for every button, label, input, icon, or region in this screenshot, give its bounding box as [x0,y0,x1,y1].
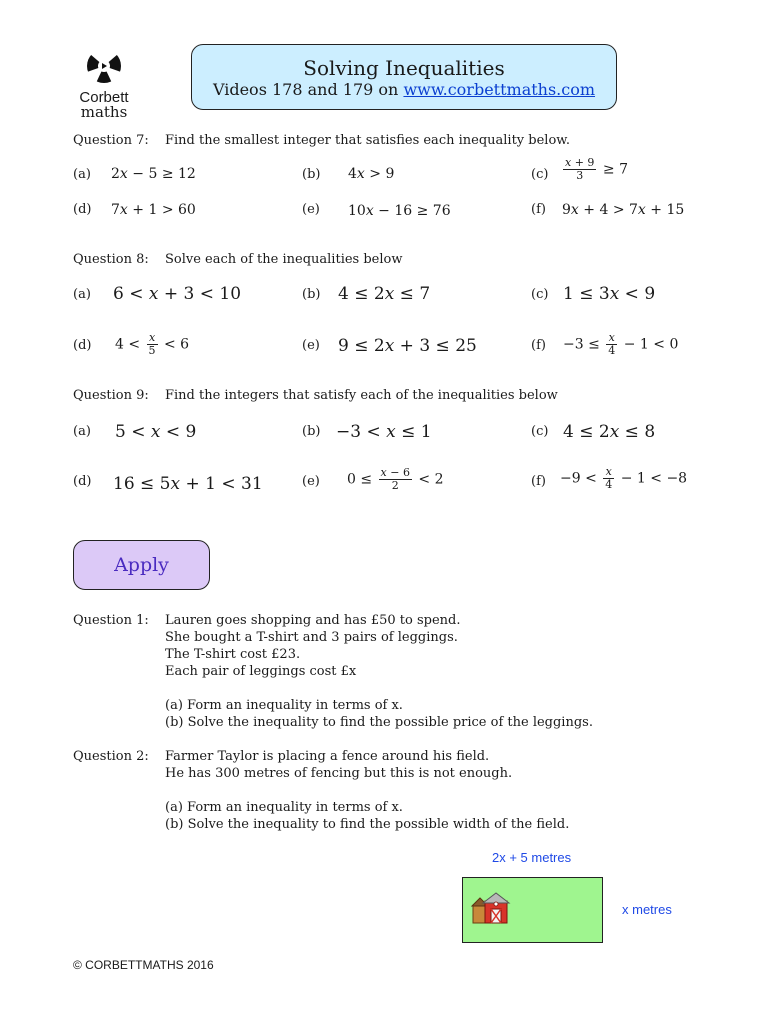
video-reference-text: Videos 178 and 179 on [212,80,404,99]
q8-part-c-label: (c) [531,287,549,302]
q8-part-b-expression: 4 ≤ 2x ≤ 7 [338,284,431,304]
q8-part-f-label: (f) [531,338,546,353]
apply-question-1-body [165,612,725,731]
apply-section-badge: Apply [73,540,210,590]
question-8-heading [73,252,402,267]
q7-part-b-label: (b) [302,167,321,182]
logo-text-line1: Corbett [79,89,129,106]
question-7-heading [73,133,570,148]
q8-part-e-expression: 9 ≤ 2x + 3 ≤ 25 [338,336,477,356]
question-7-text: Find the smallest integer that satisfies each inequality below. [165,133,570,148]
q8-part-c-expression: 1 ≤ 3x < 9 [563,284,656,304]
q7-part-c-label: (c) [531,167,549,182]
logo-text-line2: maths [80,103,128,121]
apply-q1-line-4: Each pair of leggings cost £x [165,664,357,679]
corbettmaths-logo [72,46,136,121]
q8-part-d-expression: 4 < $\frac{x}{5}$ < 6 [115,331,190,357]
q9-part-f-expression: −9 < $\frac{x}{4}$ − 1 < −8 [560,465,688,491]
q8-part-f-expression: −3 ≤ $\frac{x}{4}$ − 1 < 0 [563,331,679,357]
q7-part-f-expression: 9x + 4 > 7x + 15 [562,202,685,218]
q7-part-d-label: (d) [73,202,92,217]
video-reference [192,80,616,100]
apply-q2-line-1: Farmer Taylor is placing a fence around his field. [165,749,490,764]
q9-part-b-label: (b) [302,424,321,439]
q9-part-c-label: (c) [531,424,549,439]
apply-q1-part-b: (b) Solve the inequality to find the possible price of the leggings. [165,715,593,730]
field-length-label: 2x + 5 metres [492,850,572,865]
field-width-label: x metres [622,902,672,917]
field-rectangle [462,877,603,943]
q9-part-a-label: (a) [73,424,91,439]
q7-part-b-expression: 4x > 9 [348,166,395,182]
q7-part-a-label: (a) [73,167,91,182]
q9-part-d-expression: 16 ≤ 5x + 1 < 31 [113,474,263,494]
q9-part-e-label: (e) [302,474,320,489]
apply-q2-line-2: He has 300 metres of fencing but this is not enough. [165,766,513,781]
q7-part-e-expression: 10x − 16 ≥ 76 [348,203,451,219]
q9-part-d-label: (d) [73,474,92,489]
apply-question-2-body [165,748,725,833]
page-title: Solving Inequalities [303,56,505,80]
q9-part-e-expression: 0 ≤ $\frac{x - 6}{2}$ < 2 [347,466,444,492]
apply-q2-part-a: (a) Form an inequality in terms of x. [165,800,403,815]
q7-part-c-expression: $\frac{x + 9}{3}$ ≥ 7 [565,156,628,182]
question-9-heading [73,388,558,403]
q7-part-d-expression: 7x + 1 > 60 [111,202,196,218]
copyright-footer: © CORBETTMATHS 2016 [73,958,214,972]
q8-part-d-label: (d) [73,338,92,353]
logo-mark-icon [72,46,136,86]
apply-q1-line-2: She bought a T-shirt and 3 pairs of leggings. [165,630,458,645]
q9-part-b-expression: −3 < x ≤ 1 [336,422,432,442]
question-8-text: Solve each of the inequalities below [165,252,403,267]
apply-q1-part-a: (a) Form an inequality in terms of x. [165,698,403,713]
q9-part-c-expression: 4 ≤ 2x ≤ 8 [563,422,656,442]
q8-part-a-expression: 6 < x + 3 < 10 [113,284,242,304]
apply-q1-line-1: Lauren goes shopping and has £50 to spend. [165,613,461,628]
apply-question-1-label: Question 1: [73,613,149,628]
question-8-label: Question 8: [73,252,149,267]
apply-q1-line-3: The T-shirt cost £23. [165,647,301,662]
apply-q2-part-b: (b) Solve the inequality to find the possible width of the field. [165,817,570,832]
apply-question-2-label: Question 2: [73,749,149,764]
q7-part-a-expression: 2x − 5 ≥ 12 [111,166,196,182]
q7-part-e-label: (e) [302,202,320,217]
website-link[interactable]: www.corbettmaths.com [403,80,596,99]
question-7-label: Question 7: [73,133,149,148]
q8-part-b-label: (b) [302,287,321,302]
q9-part-f-label: (f) [531,474,546,489]
q9-part-a-expression: 5 < x < 9 [115,422,197,442]
title-box [191,44,617,110]
question-9-text: Find the integers that satisfy each of the inequalities below [165,388,558,403]
q8-part-a-label: (a) [73,287,91,302]
q7-part-f-label: (f) [531,202,546,217]
question-9-label: Question 9: [73,388,149,403]
barn-icon [471,891,511,927]
q8-part-e-label: (e) [302,338,320,353]
